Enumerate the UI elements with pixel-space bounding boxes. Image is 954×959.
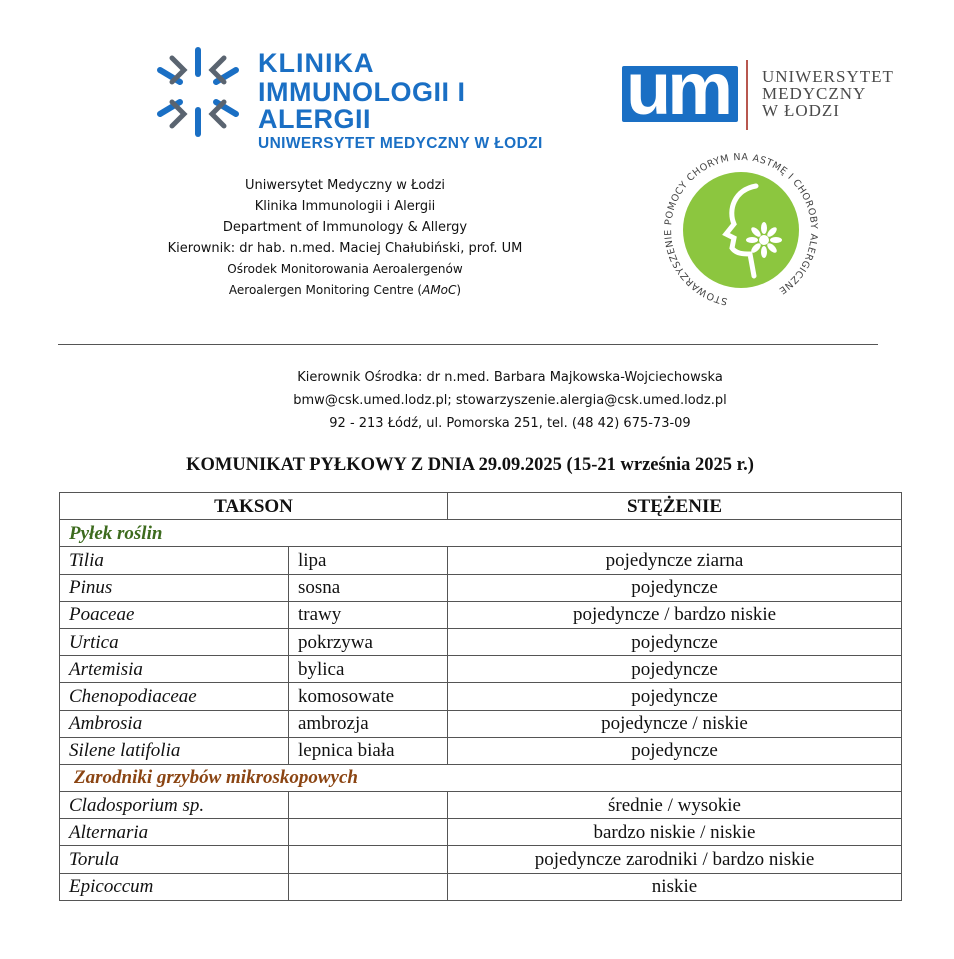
taxon-polish	[289, 819, 448, 846]
um-logo	[622, 47, 932, 140]
table-row	[60, 737, 902, 764]
concentration-level: pojedyncze / niskie	[448, 710, 902, 737]
concentration-level: pojedyncze	[448, 683, 902, 710]
inst-line6	[120, 280, 570, 301]
um-logo-text	[762, 68, 894, 119]
table-row	[60, 819, 902, 846]
table-row	[60, 873, 902, 900]
inst-line3: Department of Immunology & Allergy	[222, 220, 468, 235]
taxon-latin: Urtica	[60, 628, 289, 655]
association-ring-text: STOWARZYSZENIE POMOCY CHORYM NA ASTMĘ I CHOROBY ALERGICZNE	[664, 151, 818, 307]
um-line3: W ŁODZI	[762, 101, 840, 120]
kia-line1: KLINIKA	[258, 48, 375, 78]
um-line2: MEDYCZNY	[762, 84, 867, 103]
snowflake-arrows-icon	[150, 44, 246, 140]
contact-line1: Kierownik Ośrodka: dr n.med. Barbara Majkowska-Wojciechowska	[297, 370, 723, 385]
document-title: KOMUNIKAT PYŁKOWY Z DNIA 29.09.2025 (15-21 września 2025 r.)	[186, 455, 754, 475]
taxon-polish: komosowate	[289, 683, 448, 710]
concentration-level: niskie	[448, 873, 902, 900]
inst-line6-prefix: Aeroalergen Monitoring Centre (	[228, 283, 423, 297]
taxon-polish: trawy	[289, 601, 448, 628]
taxon-latin: Artemisia	[60, 656, 289, 683]
col-concentration-header: STĘŻENIE	[448, 493, 902, 520]
taxon-polish	[289, 873, 448, 900]
inst-line1: Uniwersytet Medyczny w Łodzi	[244, 178, 446, 193]
kia-logo	[150, 44, 570, 152]
inst-line4: Kierownik: dr hab. n.med. Maciej Chałubiński, prof. UM	[167, 241, 523, 256]
taxon-latin: Pinus	[60, 574, 289, 601]
contact-line2: bmw@csk.umed.lodz.pl; stowarzyszenie.alergia@csk.umed.lodz.pl	[293, 393, 727, 408]
table-row	[60, 656, 902, 683]
section-row-fungi	[60, 764, 902, 791]
concentration-level: pojedyncze	[448, 656, 902, 683]
taxon-latin: Silene latifolia	[60, 737, 289, 764]
table-row	[60, 710, 902, 737]
taxon-polish	[289, 846, 448, 873]
inst-line2: Klinika Immunologii i Alergii	[254, 199, 436, 214]
header-divider	[58, 344, 878, 345]
concentration-level: pojedyncze ziarna	[448, 547, 902, 574]
taxon-latin: Cladosporium sp.	[60, 792, 289, 819]
concentration-level: pojedyncze	[448, 628, 902, 655]
um-mark-text: um	[626, 47, 729, 130]
um-divider	[746, 60, 748, 130]
institution-block	[120, 175, 570, 301]
taxon-polish	[289, 792, 448, 819]
table-row	[60, 574, 902, 601]
section-fungi-label: Zarodniki grzybów mikroskopowych	[60, 764, 902, 791]
taxon-latin: Ambrosia	[60, 710, 289, 737]
inst-line6-em: AMoC	[422, 283, 457, 297]
contact-block	[240, 366, 780, 435]
concentration-level: pojedyncze zarodniki / bardzo niskie	[448, 846, 902, 873]
taxon-latin: Torula	[60, 846, 289, 873]
table-row	[60, 547, 902, 574]
table-header-row	[60, 493, 902, 520]
taxon-polish: pokrzywa	[289, 628, 448, 655]
taxon-polish: lipa	[289, 547, 448, 574]
concentration-level: bardzo niskie / niskie	[448, 819, 902, 846]
section-row-pollen	[60, 520, 902, 547]
concentration-level: średnie / wysokie	[448, 792, 902, 819]
pollen-table	[59, 492, 902, 901]
association-logo	[664, 150, 818, 310]
col-taxon-header: TAKSON	[60, 493, 448, 520]
taxon-polish: ambrozja	[289, 710, 448, 737]
concentration-level: pojedyncze	[448, 737, 902, 764]
table-row	[60, 628, 902, 655]
contact-line3: 92 - 213 Łódź, ul. Pomorska 251, tel. (48 42) 675-73-09	[329, 416, 691, 431]
inst-line5: Ośrodek Monitorowania Aeroalergenów	[227, 262, 463, 276]
table-row	[60, 683, 902, 710]
taxon-latin: Poaceae	[60, 601, 289, 628]
taxon-polish: bylica	[289, 656, 448, 683]
kia-line3: UNIWERSYTET MEDYCZNY W ŁODZI	[258, 135, 543, 152]
kia-line2: IMMUNOLOGII I ALERGII	[258, 77, 466, 134]
taxon-latin: Alternaria	[60, 819, 289, 846]
kia-logo-text	[258, 50, 570, 152]
taxon-polish: lepnica biała	[289, 737, 448, 764]
section-pollen-label: Pyłek roślin	[60, 520, 902, 547]
um-mark	[622, 47, 738, 130]
table-row	[60, 792, 902, 819]
inst-line6-suffix: )	[456, 283, 462, 297]
table-row	[60, 601, 902, 628]
taxon-latin: Epicoccum	[60, 873, 289, 900]
taxon-latin: Chenopodiaceae	[60, 683, 289, 710]
concentration-level: pojedyncze	[448, 574, 902, 601]
taxon-latin: Tilia	[60, 547, 289, 574]
concentration-level: pojedyncze / bardzo niskie	[448, 601, 902, 628]
table-row	[60, 846, 902, 873]
um-line1: UNIWERSYTET	[762, 67, 894, 86]
taxon-polish: sosna	[289, 574, 448, 601]
